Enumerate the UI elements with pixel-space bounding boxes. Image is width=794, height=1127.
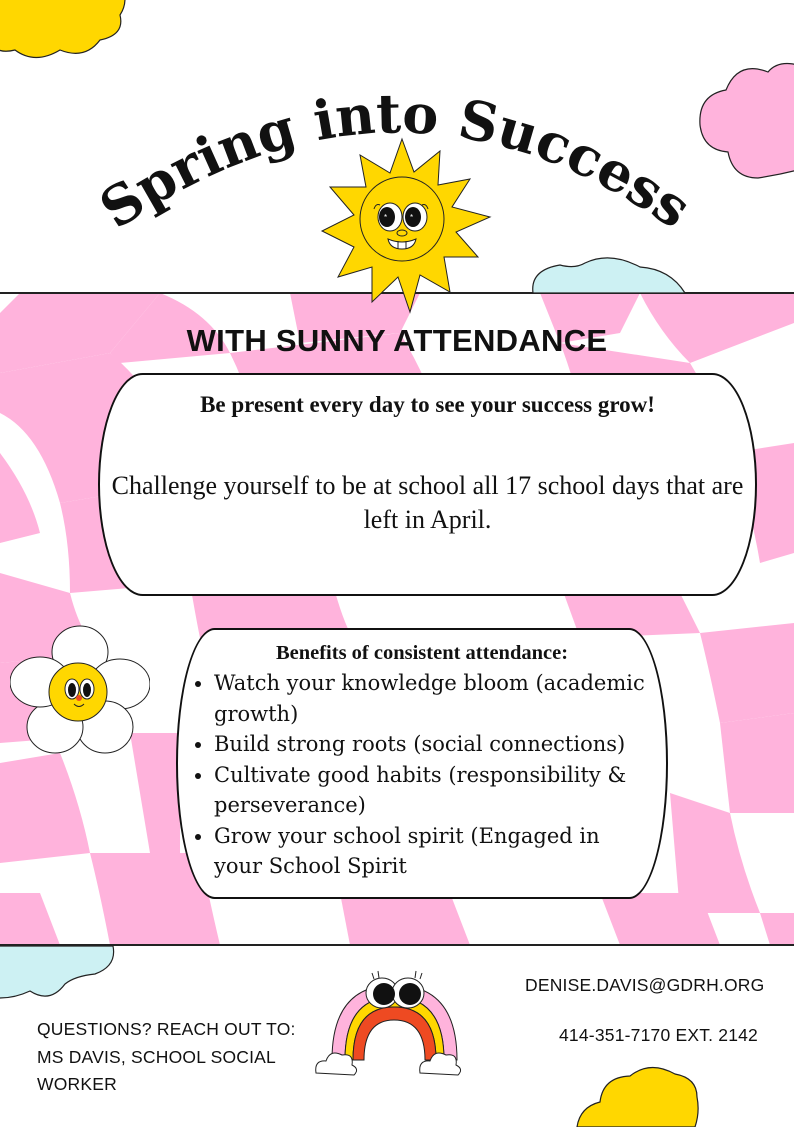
- challenge-body: Challenge yourself to be at school all 17 school days that are left in April.: [111, 471, 744, 534]
- contact-email[interactable]: DENISE.DAVIS@GDRH.ORG: [525, 975, 765, 995]
- benefits-heading: Benefits of consistent attendance:: [275, 642, 569, 664]
- daisy-mascot-icon: [10, 622, 150, 757]
- cloud-icon: [575, 1062, 700, 1127]
- subtitle: WITH SUNNY ATTENDANCE: [186, 323, 608, 358]
- benefit-item: • Build strong roots (social connections): [214, 729, 646, 760]
- benefit-item: • Grow your school spirit (Engaged in your School Spirit: [214, 821, 646, 882]
- cloud-icon: [530, 255, 690, 295]
- benefits-list: [192, 668, 646, 882]
- benefit-item: • Cultivate good habits (responsibility & perseverance): [214, 760, 646, 821]
- sun-mascot-icon: [310, 137, 495, 317]
- challenge-box: [98, 373, 757, 596]
- benefit-item: • Watch your knowledge bloom (academic growth): [214, 668, 646, 729]
- contact-phone[interactable]: 414-351-7170 EXT. 2142: [559, 1025, 758, 1045]
- cloud-icon: [0, 946, 120, 1006]
- rainbow-mascot-icon: [312, 965, 477, 1080]
- page-title-text: Spring into Success: [88, 81, 703, 242]
- svg-text:*: *: [410, 213, 414, 222]
- svg-text:*: *: [384, 213, 388, 222]
- contact-questions: QUESTIONS? REACH OUT TO: MS DAVIS, SCHOOL SOCIAL WORKER: [37, 1019, 296, 1094]
- challenge-headline: Be present every day to see your success grow!: [200, 392, 655, 417]
- benefits-box: [176, 628, 668, 899]
